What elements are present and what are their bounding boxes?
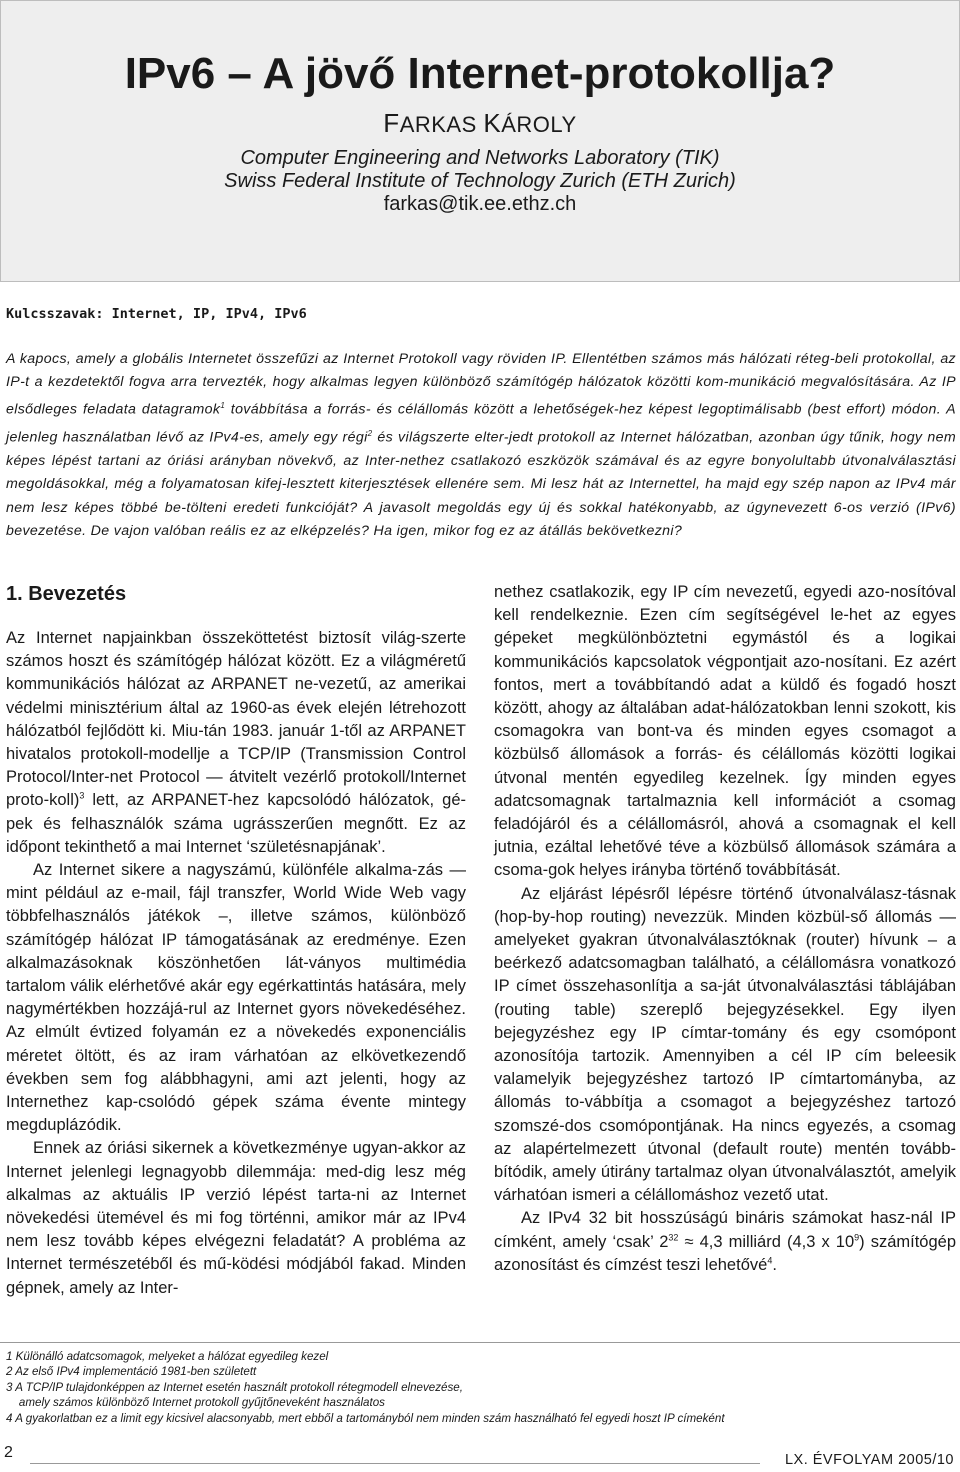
paragraph: Az eljárást lépésről lépésre történő útvonalválasz-tásnak (hop-by-hop routing) nevezzük. Minden közbül-ső állomás — amelyeket gyakran útvonalválasztóknak (router) hívunk – a beérkező adatcsomagban található, a célállomásra vonatkozó IP címet összehasonlítja a sa-ját útvonalválasztási táblájában (routing table) szereplő bejegyzésekkel. Egy ilyen bejegyzéshez egy IP címtar-tomány és egy csomópont azonosítója tartozik. Amennyiben a cél IP cím beleesik valamelyik bejegyzéshez tartozó IP címtartományba, az állomás to-vábbítja a csomagot a bejegyzéshez tartozó szomszé-dos csomópontjának. Ha nincs egyezés, a csomag az alapértelmezett útvonal (default route) mentén tovább-bítódik, amely útirány tartalmaz olyan útvonalválasztót, amelyik várhatóan ismeri a célállomáshoz vezető utat. — [494, 884, 956, 1205]
page-number: 2 — [4, 1444, 13, 1461]
footnote-ref[interactable]: 3 — [79, 790, 85, 801]
journal-issue: LX. ÉVFOLYAM 2005/10 — [784, 1452, 954, 1468]
paragraph: Az Internet napjainkban összeköttetést biztosít világ-szerte számos hoszt és számítógép hálózat között. Ez a világméretű kommunikációs hálózat az ARPANET ne-vezetű, az amerikai védelmi minisztérium által az 1960-as évek elején létrehozott hálózatból fejlődött ki. Miu-tán 1983. január 1-től az ARPANET hivatalos protokoll-modellje a TCP/IP (Transmission Control Protocol/Inter-net Protocol — átvitelt vezérlő protokoll/Internet proto-koll)$^3$ lett, az ARPANET-hez kapcsolódó hálózatok, gé-pek és felhasználók száma ugrásszerűen megnőtt. Ez az időpont tekinthető a mai Internet ‘születésnapjának’. — [6, 629, 466, 856]
paragraph: nethez csatlakozik, egy IP cím nevezetű, egyedi azo-nosítóval kell rendelkeznie. Ezen cím segítségével le-het az egyes gépeket megkülönböztetni egymástól és a logikai kommunikációs kapcsolatok végpontjait azo-nosítani. Ez azért fontos, mert a továbbítandó adat a küldő és fogadó hoszt között, ahogy az általában adat-hálózatokban lenni szokott, kis csomagokra van bont-va és minden egyes csomagot a közbülső állomások a forrás- és célállomás közötti logikai útvonal mentén egyedileg kezelnek. Így minden egyes adatcsomagnak tartalmaznia kell információt a csomag feladójáról és a célállomásról, ahová a csomagnak el kell jutnia, ezáltal lehetővé téve a közbülső állomások számára a csoma-gok helyes irányba történő továbbítását. — [494, 583, 956, 880]
footnote-ref[interactable]: 4 — [767, 1255, 773, 1266]
footnote-divider — [0, 1342, 960, 1343]
footnotes — [6, 1349, 956, 1426]
footnote: amely számos különböző Internet protokoll gyűjtőneveként használatos — [6, 1396, 385, 1410]
left-column — [6, 627, 466, 1300]
paragraph: Ennek az óriási sikernek a következménye ugyan-akkor az Internet jelenlegi legnagyobb dilemmája: med-dig lesz még alkalmas az aktuális IP verzió lépést tarta-ni az Internet növekedési ütemével és mi fog történni, amikor már az IPv4 nem lesz tovább képes elvégezni feladatát? A probléma az Internet természetéből és mű-ködési módjából fakad. Minden gépnek, amely az Inter- — [6, 1139, 466, 1297]
author-name: FARKAS KÁROLY — [383, 108, 577, 138]
article-header — [0, 0, 960, 282]
paragraph: Az IPv4 32 bit hosszúságú bináris számokat hasz-nál IP címként, amely ‘csak’ $2^{32} \approx 4,3$ milliárd (4,3 x $10^9$) számítógép azonosítást és címzést teszi lehetővé$^4$. — [494, 1209, 956, 1274]
footnote: 2 Az első IPv4 implementáció 1981-ben született — [6, 1365, 257, 1379]
keywords: Kulcsszavak: Internet, IP, IPv4, IPv6 — [6, 306, 307, 322]
article-title: IPv6 – A jövő Internet-protokollja? — [124, 49, 836, 98]
footnote-ref[interactable]: 2 — [367, 429, 373, 439]
footnote-ref[interactable]: 1 — [220, 401, 226, 411]
footnote: 3 A TCP/IP tulajdonképpen az Internet esetén használt protokoll rétegmodell elnevezése, — [6, 1380, 463, 1394]
section-heading: 1. Bevezetés — [6, 583, 127, 605]
affiliation-institute: Swiss Federal Institute of Technology Zurich (ETH Zurich) — [224, 170, 736, 192]
affiliation-lab: Computer Engineering and Networks Laboratory (TIK) — [240, 147, 720, 169]
author-email[interactable]: farkas@tik.ee.ethz.ch — [383, 193, 577, 215]
right-column — [494, 581, 956, 1277]
footnote: 4 A gyakorlatban ez a limit egy kicsivel alacsonyabb, mert ebből a tartományból nem minden szám használható fel egyedi hoszt IP címeként — [6, 1411, 725, 1425]
footnote: 1 Különálló adatcsomagok, melyeket a hálózat egyedileg kezel — [6, 1350, 329, 1363]
abstract: A kapocs, amely a globális Internetet összefűzi az Internet Protokoll vagy röviden IP. Ellentétben számos más hálózati réteg-beli protokollal, az IP-t a kezdetektől fogva arra tervezték, hogy alkalmas legyen különböző számítógép hálózatok közötti kom-munikáció megvalósítására. Az IP elsődleges feladata datagramok$^1$ továbbítása a forrás- és célállomás között a lehetőségek-hez képest legoptimálisabb (best effort) módon. A jelenleg használatban lévő az IPv4-es, amely egy régi$^2$ és világszerte elter-jedt protokoll az Internet hálózatban, azonban úgy tűnik, hogy nem képes lépést tartani az óriási arányban növekvő, az Inter-nethez csatlakozó eszközök számával és az egyre bonyolultabb útvonalválasztási megoldásokkal, még a folyamatosan kifej-lesztett kiterjesztések ellenére sem. Mi lesz hát az Internettel, ha majd egy szép napon az IPv4 már nem lesz képes többé be-tölteni eredeti funkcióját? A javasolt megoldás egy új és sokkal hatékonyabb, az úgynevezett 6-os verzió (IPv6) bevezetése. De vajon valóban reális ez az elképzelés? Ha igen, mikor fog ez az átállás bekövetkezni? — [6, 351, 956, 539]
footer-divider — [30, 1463, 760, 1464]
paragraph: Az Internet sikere a nagyszámú, különféle alkalma-zás — mint például az e-mail, fájl transzfer, World Wide Web vagy többfelhasználós játékok –, illetve számos, különböző számítógép hálózat IP támogatásának az eredménye. Ezen alkalmazásoknak köszönhetően lát-ványos multimédia tartalom válik elérhetővé akár egy egérkattintás hatására, mely nagymértékben hozzájá-rul az Internet gyors növekedéséhez. Az elmúlt évtized folyamán ez a növekedés exponenciális méretet öltött, és az iram várhatóan az elkövetkezendő években sem fog alábbhagyni, ami azt jelenti, hogy az Internethez kap-csolódó gépek száma évente mintegy megduplázódik. — [6, 861, 466, 1135]
